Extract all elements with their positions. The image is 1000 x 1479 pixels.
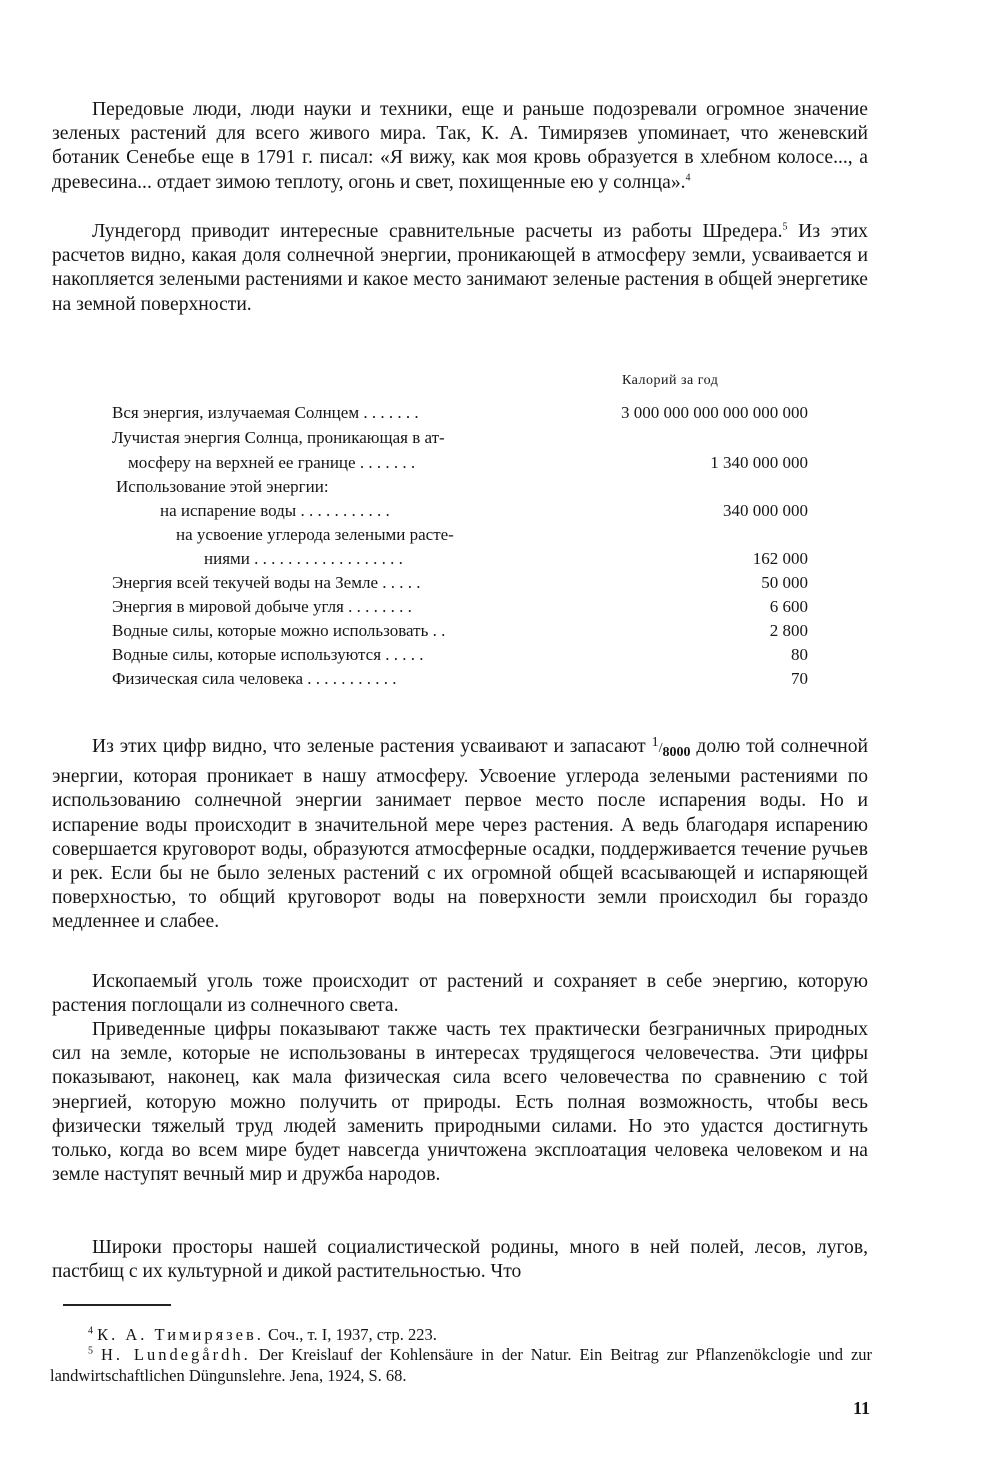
fraction-numerator: 1 [651,735,659,750]
paragraph-5: Приведенные цифры показывают также часть тех практически безграничных природных сил на земле, которые не использованы в интересах трудящегося человечества. Эти цифры показывают, наконец, как мала физическая сила всего человечества по сравнению с той энергией, которую можно получить от природы. Есть полная возможность, чтобы весь физически тяжелый труд людей заменить природными силами. Но это удастся достигнуть только, когда во всем мире будет навсегда уничтожена эксплоатация человека человеком и на земле наступят вечный мир и дружба народов. [52,1019,868,1186]
paragraph-4: Ископаемый уголь тоже происходит от растений и сохраняет в себе энергию, которую растения поглощали из солнечного света. [52,971,868,1017]
table-row [0,643,1000,667]
footnote-4-mark: 4 [88,1325,93,1337]
footnote-4-text: Соч., т. I, 1937, стр. 223. [263,1325,437,1344]
footnote-5-mark: 5 [88,1345,93,1357]
table-row [0,523,1000,547]
footnote-ref-4: 4 [685,172,691,184]
table-row-label: Водные силы, которые используются . . . . . [112,645,424,664]
paragraph-1-text: Передовые люди, люди науки и техники, еще и раньше подозревали огромное значение зеленых растений для всего живого мира. Так, К. А. Тимирязев упоминает, что женевский ботаник Сенебье еще в 1791 г. писал: «Я вижу, как моя кровь образуется в хлебном колосе..., а древесина... отдает зимою теплоту, огонь и свет, похищенные ею у солнца». [52,99,868,193]
footnote-4 [50,1324,872,1345]
footnote-5 [50,1344,872,1386]
footnote-divider [63,1304,171,1306]
table-row-label: ниями . . . . . . . . . . . . . . . . . . [204,549,403,568]
table-row [0,667,1000,691]
table-row-value: 6 600 [769,597,808,616]
table-row [0,547,1000,571]
table-row [0,595,1000,619]
table-row-value: 50 000 [761,573,808,592]
footnote-4-author: К. А. Тимирязев. [97,1325,264,1344]
table-row-value: 70 [791,669,808,688]
paragraph-1 [52,98,868,195]
table-row-label: Лучистая энергия Солнца, проникающая в ат- [112,428,445,447]
table-column-header: Калорий за год [622,373,719,388]
paragraph-6: Широки просторы нашей социалистической родины, много в ней полей, лесов, лугов, пастбищ с их культурной и дикой растительностью. Что [52,1237,868,1283]
table-row-value: 80 [791,645,808,664]
paragraph-2-text-b: Из этих расчетов видно, какая доля солнечной энергии, проникающей в атмосферу земли, усваивается и накопляется зелеными растениями и какое место занимают зеленые растения в общей энергетике на земной поверхности. [52,221,868,315]
page-number: 11 [853,1398,871,1418]
paragraph-3 [52,731,868,935]
table-row [0,571,1000,595]
table-row [0,475,1000,499]
table-row-value: 2 800 [769,621,808,640]
table-row-label: Использование этой энергии: [116,477,329,496]
table-row-label: мосферу на верхней ее границе . . . . . . . [128,453,416,472]
table-row [0,619,1000,643]
footnote-5-text: Der Kreislauf der Kohlensäure in der Natur. Ein Beitrag zur Pflanzenökclogie und zur landwirtschaftlichen Düngunslehre. Jena, 1924, S. 68. [50,1345,873,1385]
fraction: 1/8000 [651,735,691,760]
table-row-value: 1 340 000 000 [710,453,808,472]
table-row-label: Энергия в мировой добыче угля . . . . . . . . [112,597,412,616]
table-row [0,401,1000,425]
paragraph-3-text-a: Из этих цифр видно, что зеленые растения усваивают и запасают [92,736,652,757]
table-row-label: Энергия всей текучей воды на Земле . . . . . [112,573,421,592]
paragraph-3-text-b: долю той солнечной энергии, которая проникает в нашу атмосферу. Усвоение углерода зелеными растениями по использованию солнечной энергии занимает первое место после испарения воды. Но и испарение воды происходит в значительной мере через растения. А ведь благодаря испарению совершается круговорот воды, образуются атмосферные осадки, поддерживается течение ручьев и рек. Если бы не было зеленых растений с их огромной общей всасывающей и испаряющей поверхностью, то общий круговорот воды на поверхности земли происходил бы гораздо медленнее и слабее. [52,736,868,933]
fraction-denominator: 8000 [662,745,691,760]
paragraph-2-text-a: Лундегорд приводит интересные сравнительные расчеты из работы Шредера. [92,221,783,242]
table-row [0,451,1000,475]
table-row-label: на испарение воды . . . . . . . . . . . [160,501,390,520]
footnote-5-author: H. Lundegårdh. [100,1345,251,1364]
footnote-ref-5: 5 [782,221,788,233]
table-row-value: 3 000 000 000 000 000 000 [621,403,808,422]
table-row-label: Физическая сила человека . . . . . . . . . . . [112,669,397,688]
table-row-value: 340 000 000 [723,501,808,520]
table-row-label: Водные силы, которые можно использовать . . [112,621,446,640]
paragraph-2 [52,220,868,317]
table-row-value: 162 000 [752,549,808,568]
table-row [0,426,1000,450]
table-row-label: Вся энергия, излучаемая Солнцем . . . . . . . [112,403,419,422]
table-row [0,499,1000,523]
table-row-label: на усвоение углерода зелеными расте- [176,525,454,544]
